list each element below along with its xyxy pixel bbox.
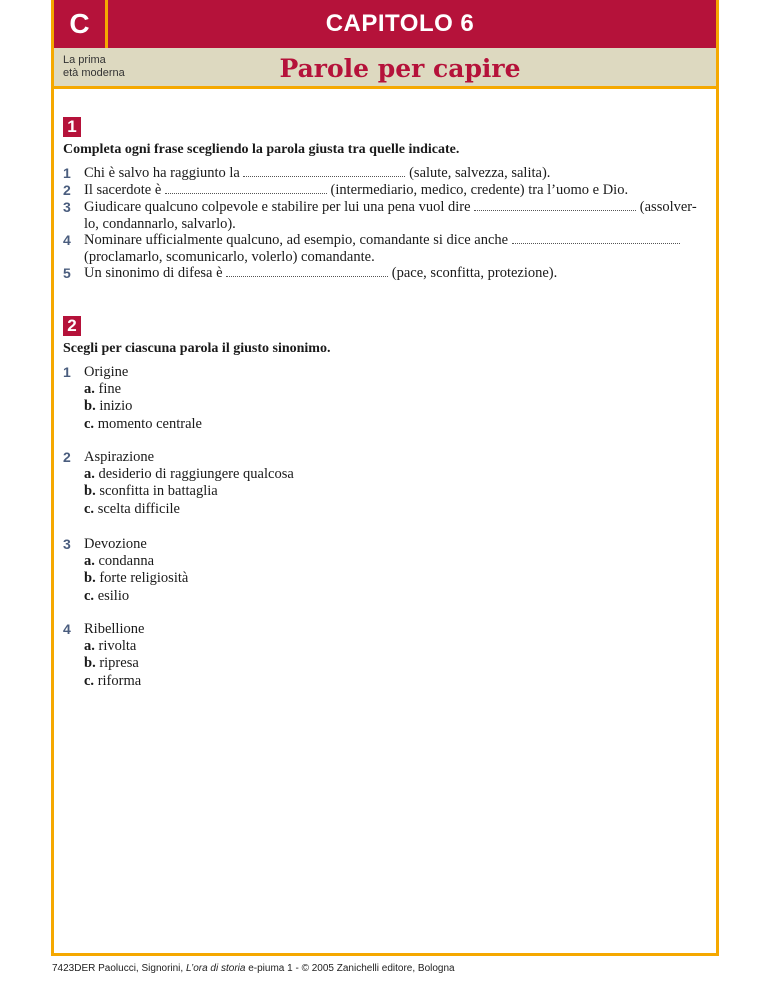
footer-suffix: e-piuma 1 - © 2005 Zanichelli editore, Bologna (245, 963, 455, 974)
item-choices: (intermediario, medico, credente) tra l’uomo e Dio. (330, 182, 629, 198)
option-a[interactable]: a. condanna (84, 553, 155, 570)
era-label-line: La prima (63, 54, 106, 66)
question-word: Origine (84, 364, 129, 380)
era-label-line: età moderna (63, 67, 125, 79)
option-b[interactable]: b. forte religiosità (84, 570, 189, 587)
answer-blank[interactable] (474, 200, 636, 211)
option-a[interactable]: a. desiderio di raggiungere qualcosa (84, 466, 294, 483)
exercise-item (63, 182, 713, 199)
item-text: Giudicare qualcuno colpevole e stabilire per lui una pena vuol dire (84, 199, 471, 215)
exercise-number-badge: 2 (63, 316, 81, 336)
question-number: 3 (63, 536, 71, 552)
question-word: Aspirazione (84, 449, 155, 465)
option-b[interactable]: b. inizio (84, 398, 133, 415)
item-number: 4 (63, 232, 71, 248)
item-number: 2 (63, 182, 71, 198)
footer-book-title: L’ora di storia (185, 963, 246, 974)
option-a[interactable]: a. fine (84, 381, 122, 398)
option-c[interactable]: c. scelta difficile (84, 500, 180, 517)
question-number: 4 (63, 621, 71, 637)
item-text: Il sacerdote è (84, 182, 162, 198)
exercise-item (63, 265, 713, 282)
question (63, 536, 463, 605)
answer-blank[interactable] (243, 166, 405, 177)
option-c[interactable]: c. momento centrale (84, 415, 202, 432)
exercise-item (63, 199, 713, 232)
question-number: 1 (63, 364, 71, 380)
option-c[interactable]: c. riforma (84, 672, 142, 689)
item-choices: (pace, sconfitta, protezione). (391, 265, 558, 281)
item-text: Un sinonimo di difesa è (84, 265, 223, 281)
question-number: 2 (63, 449, 71, 465)
item-number: 1 (63, 165, 71, 181)
option-c[interactable]: c. esilio (84, 587, 130, 604)
chapter-title: CAPITOLO 6 (325, 10, 475, 37)
answer-blank[interactable] (226, 266, 388, 277)
question-word: Devozione (84, 536, 147, 552)
page-heading: Parole per capire (279, 53, 521, 83)
item-continuation: lo, condannarlo, salvarlo). (84, 215, 236, 232)
option-b[interactable]: b. sconfitta in battaglia (84, 483, 218, 500)
exercise-item (63, 165, 713, 182)
item-number: 5 (63, 265, 71, 281)
exercise-number-badge: 1 (63, 117, 81, 137)
footer-prefix: 7423DER Paolucci, Signorini, (52, 963, 186, 974)
item-choices: (salute, salvezza, salita). (409, 165, 551, 181)
item-text: Nominare ufficialmente qualcuno, ad esempio, comandante si dice anche (84, 232, 509, 248)
answer-blank[interactable] (165, 183, 327, 194)
item-choices: (assolver- (639, 199, 697, 215)
exercise-instruction: Scegli per ciascuna parola il giusto sinonimo. (63, 341, 331, 356)
item-continuation: (proclamarlo, scomunicarlo, volerlo) comandante. (84, 248, 375, 265)
section-letter: C (69, 8, 90, 39)
exercise-item (63, 232, 713, 265)
question (63, 364, 463, 433)
question-word: Ribellione (84, 621, 145, 637)
option-b[interactable]: b. ripresa (84, 655, 139, 672)
exercise-instruction: Completa ogni frase scegliendo la parola giusta tra quelle indicate. (63, 142, 460, 157)
answer-blank[interactable] (512, 233, 680, 244)
footer-credit (52, 963, 455, 974)
item-text: Chi è salvo ha raggiunto la (84, 165, 240, 181)
item-number: 3 (63, 199, 71, 215)
question (63, 449, 463, 518)
question (63, 621, 463, 690)
option-a[interactable]: a. rivolta (84, 638, 137, 655)
